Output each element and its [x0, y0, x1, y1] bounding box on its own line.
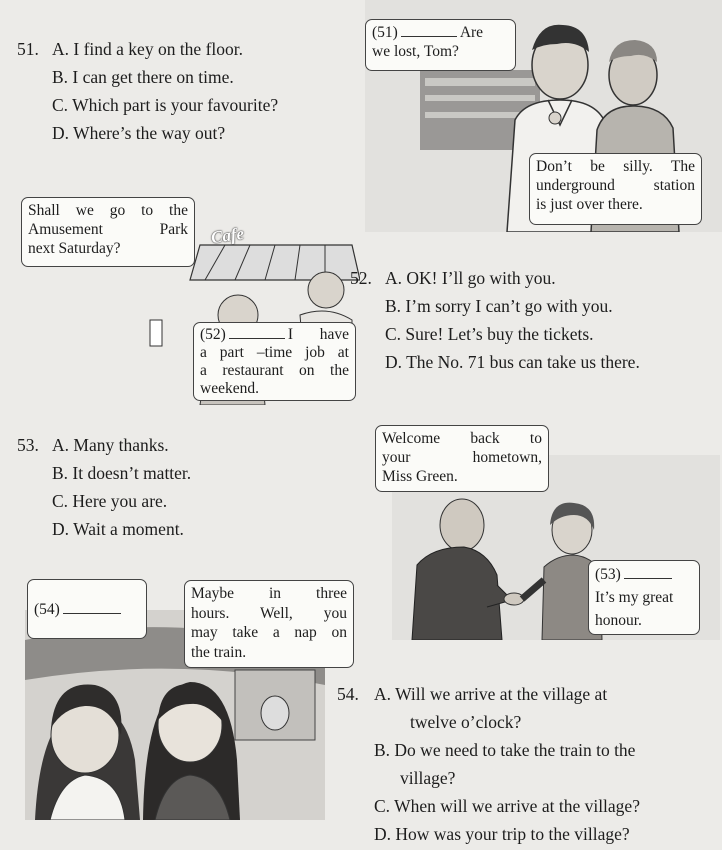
option-b: B. It doesn’t matter. [52, 463, 192, 483]
option-b: B. I can get there on time. [52, 67, 234, 87]
bubble-line: the train. [191, 643, 247, 661]
option-c: C. When will we arrive at the village? [374, 796, 640, 816]
blank-number: (53) [595, 566, 621, 583]
blank-number: (51) [372, 24, 398, 41]
question-number: 53. [17, 435, 39, 455]
answer-blank [229, 326, 285, 339]
question-53 [17, 431, 192, 539]
bubble-line: is just over there. [536, 196, 643, 213]
question-number: 54. [337, 684, 359, 704]
question-54 [337, 680, 640, 844]
option-b-continued: village? [400, 768, 456, 788]
bubble-line: a part –time job at [200, 344, 349, 361]
bubble-line: Amusement Park [28, 221, 188, 238]
option-a-continued: twelve o’clock? [410, 712, 522, 732]
speech-bubble-54-question [27, 579, 147, 639]
question-51 [17, 35, 279, 143]
answer-blank [624, 566, 672, 579]
option-c: C. Which part is your favourite? [52, 95, 279, 115]
answer-blank [63, 601, 121, 614]
question-number: 52. [350, 268, 372, 288]
speech-bubble-honour [588, 560, 700, 635]
speech-bubble-tom [365, 19, 516, 71]
speech-bubble-part-time [193, 322, 356, 401]
bubble-line: hours. Well, you [191, 604, 347, 622]
speech-bubble-welcome [375, 425, 549, 492]
option-a: A. Will we arrive at the village at [374, 684, 608, 704]
blank-number: (54) [34, 600, 60, 618]
speech-bubble-shall-we [21, 197, 195, 267]
option-d: D. How was your trip to the village? [374, 824, 630, 844]
bubble-line: Miss Green. [382, 468, 458, 485]
bubble-text: I have [287, 326, 349, 343]
bubble-line: Maybe in three [191, 585, 347, 602]
option-a: A. OK! I’ll go with you. [385, 268, 556, 288]
bubble-line: your hometown, [382, 449, 542, 466]
option-b: B. I’m sorry I can’t go with you. [385, 296, 613, 316]
option-a: A. Many thanks. [52, 435, 169, 455]
bubble-text: we lost, Tom? [372, 43, 459, 60]
bubble-line: underground station [536, 177, 695, 194]
option-d: D. Wait a moment. [52, 519, 184, 539]
question-52 [350, 264, 640, 372]
bubble-text: Are [459, 24, 484, 41]
option-b: B. Do we need to take the train to the [374, 740, 636, 760]
bubble-line: honour. [595, 612, 642, 629]
option-a: A. I find a key on the floor. [52, 39, 243, 59]
blank-number: (52) [200, 326, 226, 343]
bubble-line: next Saturday? [28, 240, 121, 257]
bubble-line: Welcome back to [382, 430, 542, 447]
speech-bubble-reply [529, 153, 702, 225]
bubble-line: It’s my great [595, 589, 674, 606]
option-d: D. The No. 71 bus can take us there. [385, 352, 640, 372]
bubble-line: a restaurant on the [200, 362, 349, 379]
option-c: C. Sure! Let’s buy the tickets. [385, 324, 594, 344]
bubble-line: Don’t be silly. The [536, 158, 695, 175]
bubble-line: may take a nap on [191, 624, 347, 641]
speech-bubble-maybe [184, 580, 354, 668]
answer-blank [401, 24, 457, 37]
bubble-line: weekend. [200, 380, 259, 397]
cafe-sign: Cafe [209, 223, 246, 248]
option-d: D. Where’s the way out? [52, 123, 226, 143]
option-c: C. Here you are. [52, 491, 168, 511]
question-number: 51. [17, 39, 39, 59]
bubble-line: Shall we go to the [28, 202, 188, 219]
